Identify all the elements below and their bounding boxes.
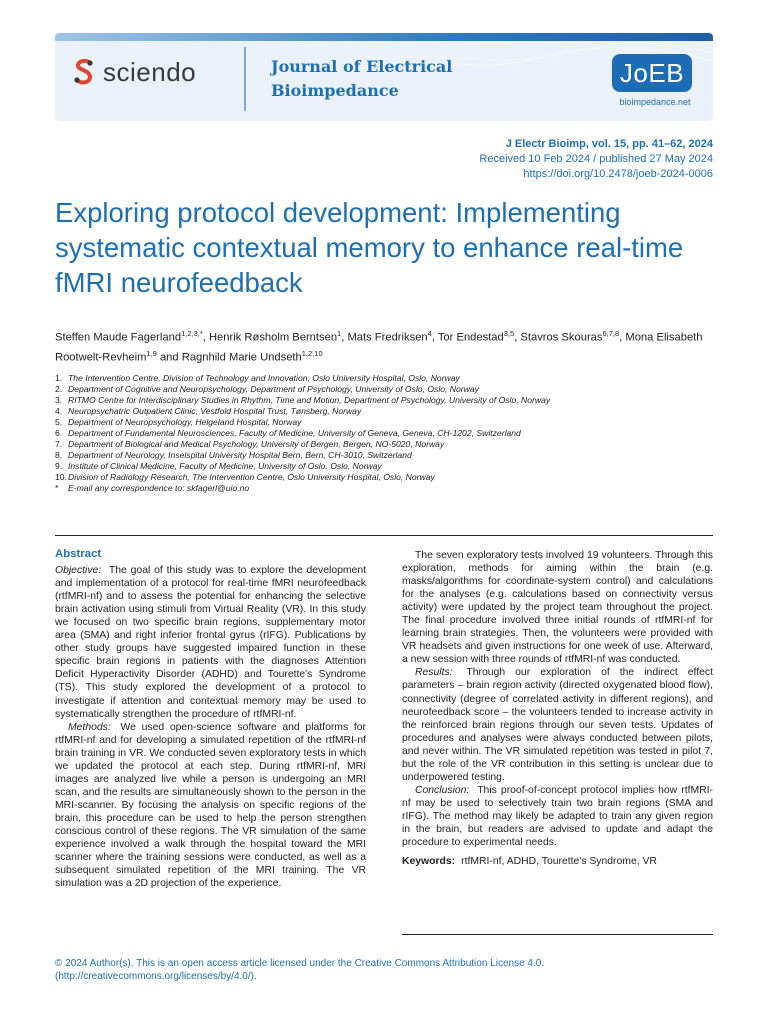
affiliation-text: Neuropsychatric Outpatient Clinic, Vestfold Hospital Trust, Tønsberg, Norway bbox=[68, 406, 362, 416]
keywords-label: Keywords: bbox=[402, 856, 456, 868]
author-affiliation-marker: 1 bbox=[337, 329, 342, 338]
affiliation-item bbox=[55, 428, 715, 439]
affiliation-item bbox=[55, 406, 715, 417]
author-name: Ragnhild Marie Undseth bbox=[181, 351, 302, 364]
top-section-rule bbox=[55, 535, 713, 536]
affiliation-text: Department of Biological and Medical Psychology, University of Bergen, Bergen, NO-5020, Norway bbox=[68, 439, 445, 449]
affiliation-number: * bbox=[55, 483, 59, 493]
affiliation-text: RITMO Centre for Interdisciplinary Studies in Rhythm, Time and Motion, Department of Psychology, University of Oslo, Norway bbox=[68, 395, 551, 405]
conclusion-paragraph bbox=[402, 784, 713, 849]
affiliation-item bbox=[55, 483, 715, 494]
results-paragraph bbox=[402, 666, 713, 783]
exploratory-paragraph: The seven exploratory tests involved 19 volunteers. Through this exploration, methods for aiming within the brain (e.g. masks/algorithms for coordinate-system control) and calculations for the analyses (e.g. calculations based on connectivity versus activity) were updated by the project team throughout the project. The final procedure involved three initial rounds of rtfMRI-nf for learning brain strategies. Then, the volunteers were provided with VR headsets and given instructions for one week of use. Afterward, a new session with three rounds of rtfMRI-nf was conducted. bbox=[402, 550, 713, 666]
affiliation-number: 2. bbox=[55, 384, 63, 394]
methods-paragraph bbox=[55, 721, 366, 891]
affiliation-text: Division of Radiology Research, The Intervention Centre, Oslo University Hospital, Oslo, Norway bbox=[68, 472, 435, 482]
affiliation-text: Department of Fundamental Neurosciences, Faculty of Medicine, University of Geneva, Geneva, CH-1202, Switzerland bbox=[68, 428, 521, 438]
author-affiliation-marker: 1,9 bbox=[146, 348, 157, 358]
author-separator: , bbox=[514, 331, 521, 344]
affiliation-number: 1. bbox=[55, 373, 63, 383]
affiliation-number: 3. bbox=[55, 395, 63, 405]
journal-name-line1: Journal of Electrical bbox=[271, 57, 453, 76]
author-name: Stavros Skouras bbox=[520, 331, 603, 344]
author-name: Steffen Maude Fagerland bbox=[55, 331, 182, 344]
conclusion-text: This proof-of-concept protocol implies how rtfMRI-nf may be used to selectively train two brain regions (SMA and rIFG). The method may likely be adapted to train any given region in the brain, but readers are advised to update and adapt the procedure to experimental needs. bbox=[402, 784, 714, 849]
affiliation-text: Department of Neuropsychology, Helgeland Hospital, Norway bbox=[68, 417, 302, 427]
affiliation-item bbox=[55, 373, 715, 384]
author-list bbox=[55, 326, 715, 365]
author-separator: and bbox=[156, 351, 182, 364]
author-affiliation-marker: 4 bbox=[427, 329, 432, 338]
affiliation-number: 10. bbox=[55, 472, 67, 482]
sciendo-logo[interactable] bbox=[73, 55, 233, 89]
affiliation-item bbox=[55, 450, 715, 461]
affiliation-text: Institute of Clinical Medicine, Faculty of Medicine, University of Oslo, Oslo, Norway bbox=[68, 461, 382, 471]
affiliation-item bbox=[55, 417, 715, 428]
author-separator: , bbox=[202, 331, 209, 344]
author-name: Henrik Røsholm Berntsen bbox=[208, 331, 338, 344]
author-separator: , bbox=[619, 331, 626, 344]
publisher-name: sciendo bbox=[103, 56, 197, 87]
abstract-end-rule bbox=[402, 934, 713, 935]
results-text: Through our exploration of the indirect effect parameters – brain region activity (directed oxygenated blood flow), connectivity (degree of correlated activity in different regions), and neurofeedback score – the volunteers tended to increase activity in the reinforced brain regions through our seven tests. Updates of procedures and analyses were always conducted between pilots, and never within. The VR simulated repetition was tested in pilot 7, but the role of the VR contribution in this setting is unclear due to underpowered testing. bbox=[402, 667, 714, 783]
author-affiliation-marker: 6,7,8 bbox=[602, 329, 620, 338]
journal-name-line2: Bioimpedance bbox=[271, 81, 399, 100]
affiliation-number: 9. bbox=[55, 461, 63, 471]
affiliation-item bbox=[55, 384, 715, 395]
objective-text: The goal of this study was to explore the development and implementation of a protocol for real-time fMRI neurofeedback (rtfMRI-nf) and to assess the potential for enhancing the selective brain activation using stimuli from Virtual Reality (VR). In this study we focused on two specific brain regions, supplementary motor area (SMA) and right inferior frontal gyrus (rIFG). Publications by other study groups have suggested impaired function in these specific brain regions in patients with the diagnoses Attention Deficit Hyperactivity Disorder (ADHD) and Tourette's Syndrome (TS). This study explored the development of a protocol to investigate if attention and contextual memory may be used to systematically strengthen the procedure of rtfMRI-nf. bbox=[55, 565, 366, 720]
affiliation-text: The Intervention Centre, Division of Technology and Innovation, Oslo University Hospital, Oslo, Norway bbox=[68, 373, 460, 383]
keywords-line bbox=[402, 855, 713, 868]
affiliation-text: Department of Neurology, Inselspital University Hospital Bern, Bern, CH-3010, Switzerland bbox=[68, 450, 412, 460]
affiliation-list bbox=[55, 373, 715, 494]
affiliation-text: Department of Cognitive and Neuropsychology, Department of Psychology, University of Oslo, Oslo, Norway bbox=[68, 384, 479, 394]
citation-block bbox=[479, 137, 713, 182]
banner-stripe bbox=[55, 33, 713, 41]
publication-dates: Received 10 Feb 2024 / published 27 May 2024 bbox=[479, 153, 713, 165]
keywords-text: rtfMRI-nf, ADHD, Tourette's Syndrome, VR bbox=[461, 856, 657, 868]
objective-paragraph bbox=[55, 564, 366, 721]
affiliation-item bbox=[55, 395, 715, 406]
header-divider bbox=[244, 47, 246, 111]
affiliation-number: 4. bbox=[55, 406, 63, 416]
affiliation-item bbox=[55, 461, 715, 472]
objective-label: Objective: bbox=[55, 565, 102, 577]
article-title: Exploring protocol development: Implementing systematic contextual memory to enhance real-time fMRI neurofeedback bbox=[55, 197, 684, 298]
journal-reference: J Electr Bioimp, vol. 15, pp. 41–62, 2024 bbox=[505, 138, 713, 150]
affiliation-number: 7. bbox=[55, 439, 63, 449]
abstract-left-column bbox=[55, 548, 366, 890]
license-notice[interactable]: © 2024 Author(s). This is an open access article licensed under the Creative Commons Attribution License 4.0. (http://creativecommons.org/licenses/by/4.0/). bbox=[55, 958, 545, 982]
affiliation-number: 8. bbox=[55, 450, 63, 460]
author-separator: , bbox=[341, 331, 348, 344]
abstract-right-column bbox=[402, 549, 713, 868]
methods-label: Methods: bbox=[68, 721, 111, 733]
abstract-heading: Abstract bbox=[55, 548, 102, 560]
methods-text: We used open-science software and platforms for rtfMRI-nf and for developing a simulated repetition of the rtfMRI-nf brain training in VR. We conducted seven exploratory tests in which we updated the protocol at each step. During rtfMRI-nf, MRI images are analyzed live while a person is undergoing an MRI scan, and the results are simultaneously shown to the person in the MRI-scanner. By focusing the analysis on specific regions of the brain, this procedure can be used to help the person strengthen conscious control of these regions. The VR simulation of the same experience involved a walk through the hospital toward the MRI scanner where the training sessions were conducted, as well as a subsequent simulated repetition of the MRI training. The VR simulation was a 2D projection of the experience. bbox=[55, 721, 366, 890]
doi-link[interactable]: https://doi.org/10.2478/joeb-2024-0006 bbox=[523, 168, 713, 180]
affiliation-text: E-mail any correspondence to: skfagerl@uio.no bbox=[68, 483, 250, 493]
affiliation-number: 6. bbox=[55, 428, 63, 438]
affiliation-item bbox=[55, 472, 715, 483]
author-affiliation-marker: 3,5 bbox=[503, 329, 515, 338]
journal-website-link[interactable]: bioimpedance.net bbox=[619, 97, 691, 107]
joeb-logo-badge[interactable]: JoEB bbox=[612, 54, 692, 92]
author-name: Mats Fredriksen bbox=[347, 331, 428, 344]
author-name: Mona Elisabeth Rootwelt-Revheim bbox=[55, 331, 703, 364]
journal-name bbox=[271, 55, 491, 103]
affiliation-item bbox=[55, 439, 715, 450]
author-affiliation-marker: 1,2,10 bbox=[301, 348, 323, 358]
author-name: Tor Endestad bbox=[437, 331, 504, 344]
author-affiliation-marker: 1,2,3,* bbox=[181, 329, 203, 338]
sciendo-logo-icon bbox=[73, 58, 95, 86]
conclusion-label: Conclusion: bbox=[415, 784, 470, 796]
results-label: Results: bbox=[415, 667, 453, 679]
journal-banner bbox=[55, 33, 713, 121]
affiliation-number: 5. bbox=[55, 417, 63, 427]
author-separator: , bbox=[431, 331, 438, 344]
